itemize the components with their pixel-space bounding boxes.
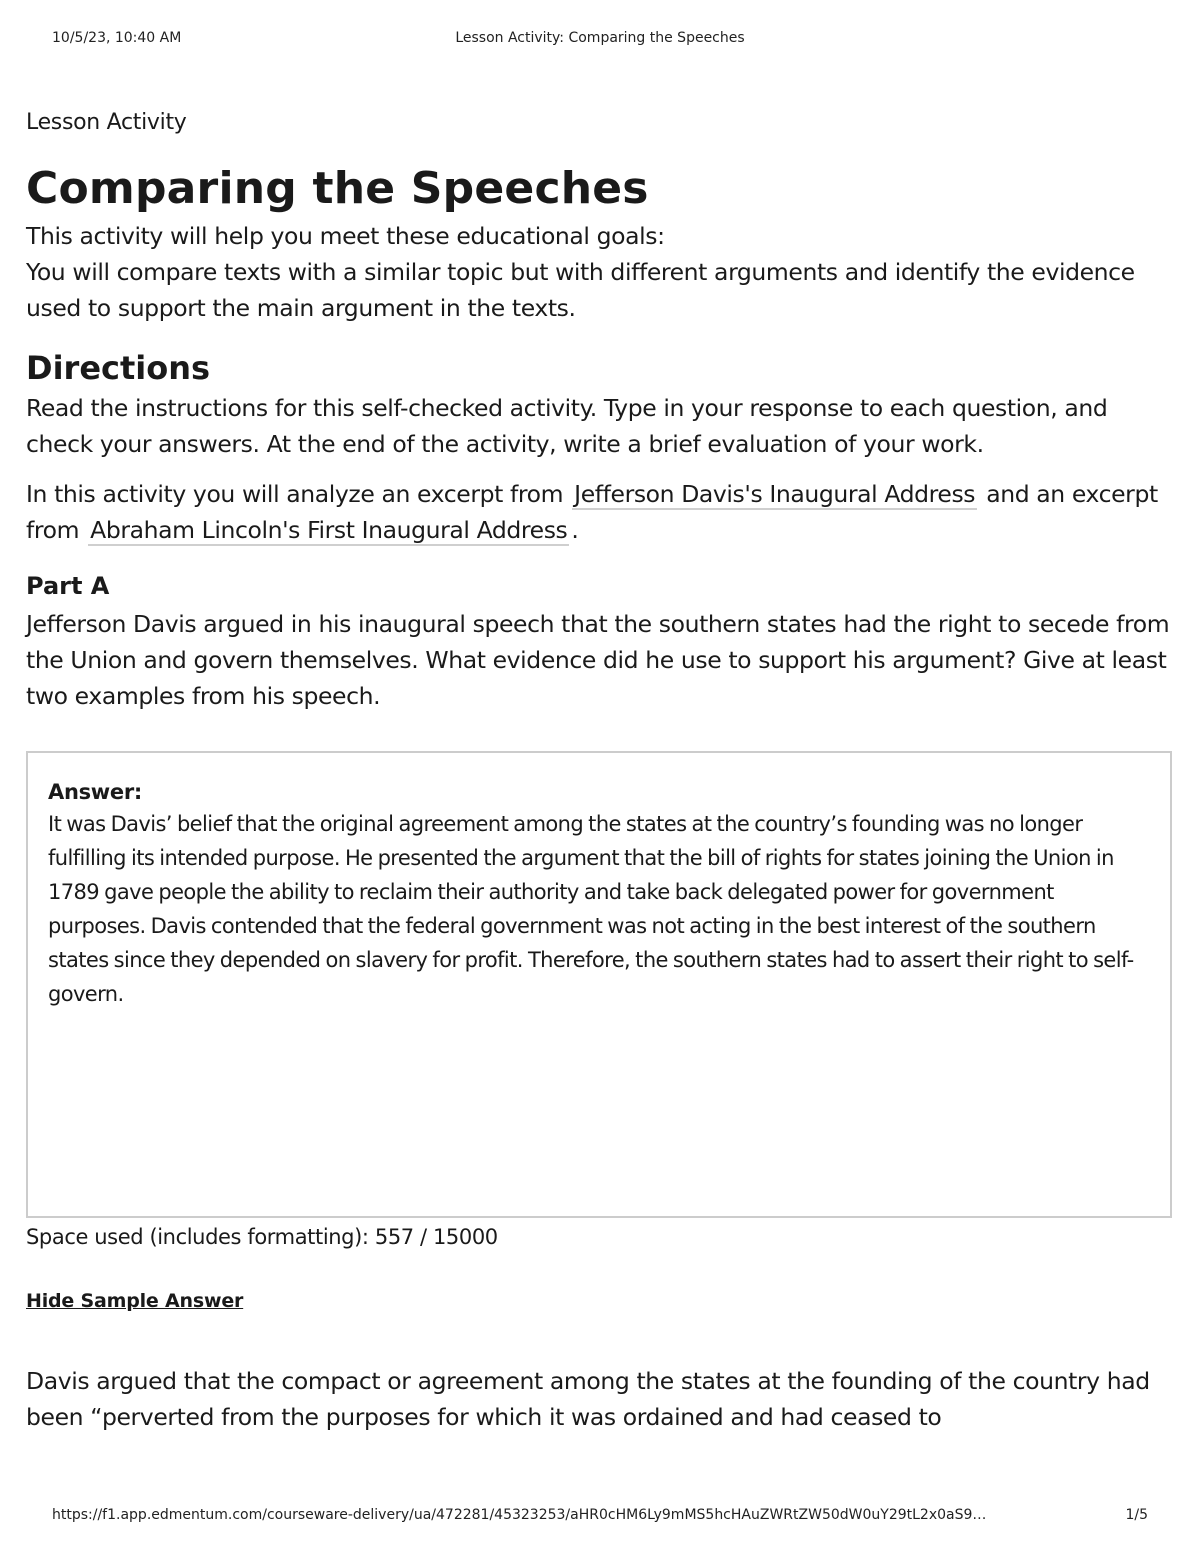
print-title: Lesson Activity: Comparing the Speeches [455, 30, 745, 46]
lesson-eyebrow: Lesson Activity [26, 110, 187, 135]
print-footer [52, 1507, 1148, 1527]
davis-address-link[interactable]: Jefferson Davis's Inaugural Address [574, 480, 976, 508]
answer-textarea[interactable] [26, 751, 1172, 1218]
goal-text: You will compare texts with a similar topic but with different arguments and identify the evidence used to support the main argument in the texts. [26, 258, 1135, 322]
answer-label: Answer: [48, 780, 142, 804]
page-title: Comparing the Speeches [26, 163, 649, 214]
lesson-content [26, 108, 1176, 714]
print-url: https://f1.app.edmentum.com/courseware-delivery/ua/472281/45323253/aHR0cHM6Ly9mMS5hcHAuZWRtZW50dW0uY29tL2x0aS9… [52, 1507, 987, 1523]
print-header [52, 30, 1148, 50]
hide-sample-answer-link[interactable]: Hide Sample Answer [26, 1290, 244, 1312]
print-page-number: 1/5 [1125, 1507, 1148, 1523]
print-datetime: 10/5/23, 10:40 AM [52, 30, 182, 46]
directions-heading: Directions [26, 349, 211, 387]
space-used-counter: Space used (includes formatting): 557 / 15000 [26, 1225, 498, 1249]
goals-intro: This activity will help you meet these educational goals: [26, 222, 665, 250]
answer-text: It was Davis’ belief that the original agreement among the states at the country’s founding was no longer fulfilling its intended purpose. He presented the argument that the bill of rights for states joining the Union in 1789 gave people the ability to reclaim their authority and take back delegated power for government purposes. Davis contended that the federal government was not acting in the best interest of the southern states since they depended on slavery for profit. Therefore, the southern states had to assert their right to self-govern. [48, 812, 1134, 1006]
goals-section [26, 218, 1176, 326]
analyze-middle: and an excerpt from [26, 480, 1158, 544]
analyze-prefix: In this activity you will analyze an excerpt from [26, 480, 564, 508]
analyze-paragraph [26, 476, 1176, 548]
analyze-suffix: . [571, 516, 579, 544]
part-a-question: Jefferson Davis argued in his inaugural speech that the southern states had the right to secede from the Union and govern themselves. What evidence did he use to support his argument? Give at least two examples from his speech. [26, 610, 1170, 710]
part-a-heading: Part A [26, 572, 110, 600]
lincoln-address-link[interactable]: Abraham Lincoln's First Inaugural Address [90, 516, 568, 544]
sample-answer-text: Davis argued that the compact or agreement among the states at the founding of the country had been “perverted from the purposes for which it was ordained and had ceased to [26, 1367, 1150, 1431]
directions-text: Read the instructions for this self-checked activity. Type in your response to each question, and check your answers. At the end of the activity, write a brief evaluation of your work. [26, 394, 1108, 458]
